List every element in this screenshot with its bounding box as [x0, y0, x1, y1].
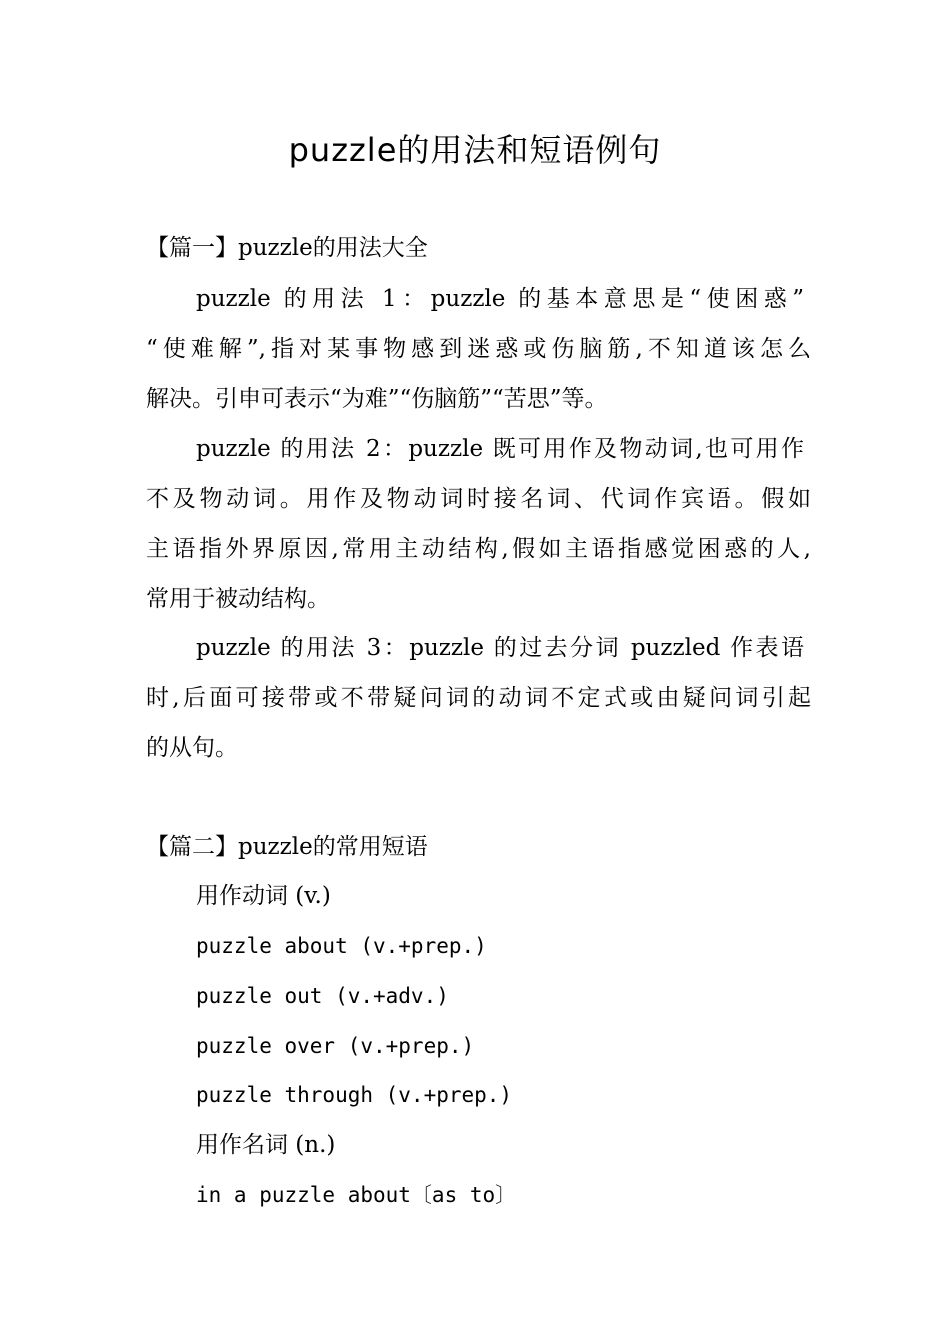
phrase-item: puzzle through (v.+prep.): [196, 1083, 513, 1107]
paragraph-line: 的从句。: [146, 735, 238, 761]
phrase-item: puzzle out (v.+adv.): [196, 984, 449, 1008]
phrase-category: 用作名词 (n.): [196, 1132, 336, 1158]
paragraph-line: 时,后面可接带或不带疑问词的动词不定式或由疑问词引起: [146, 685, 811, 711]
paragraph-line: 主语指外界原因,常用主动结构,假如主语指感觉困惑的人,: [146, 536, 811, 562]
phrase-item: puzzle about (v.+prep.): [196, 934, 487, 958]
section-heading-1: 【篇一】puzzle的用法大全: [146, 235, 428, 261]
paragraph-line: “使难解”,指对某事物感到迷惑或伤脑筋,不知道该怎么: [146, 336, 811, 362]
paragraph-line: 常用于被动结构。: [146, 586, 330, 612]
paragraph-line: puzzle 的用法 3：puzzle 的过去分词 puzzled 作表语: [196, 635, 804, 661]
paragraph-line: 解决。引申可表示“为难”“伤脑筋”“苦思”等。: [146, 386, 608, 412]
paragraph-line: 不及物动词。用作及物动词时接名词、代词作宾语。假如: [146, 486, 811, 512]
page-title: puzzle的用法和短语例句: [288, 131, 662, 169]
paragraph-line: puzzle 的用法 2：puzzle 既可用作及物动词,也可用作: [196, 436, 804, 462]
phrase-item: puzzle over (v.+prep.): [196, 1034, 475, 1058]
section-heading-2: 【篇二】puzzle的常用短语: [146, 834, 428, 860]
phrase-category: 用作动词 (v.): [196, 883, 331, 909]
phrase-item: in a puzzle about〔as to〕: [196, 1183, 517, 1207]
paragraph-line: puzzle 的用法 1：puzzle 的基本意思是“使困惑”: [196, 286, 804, 312]
